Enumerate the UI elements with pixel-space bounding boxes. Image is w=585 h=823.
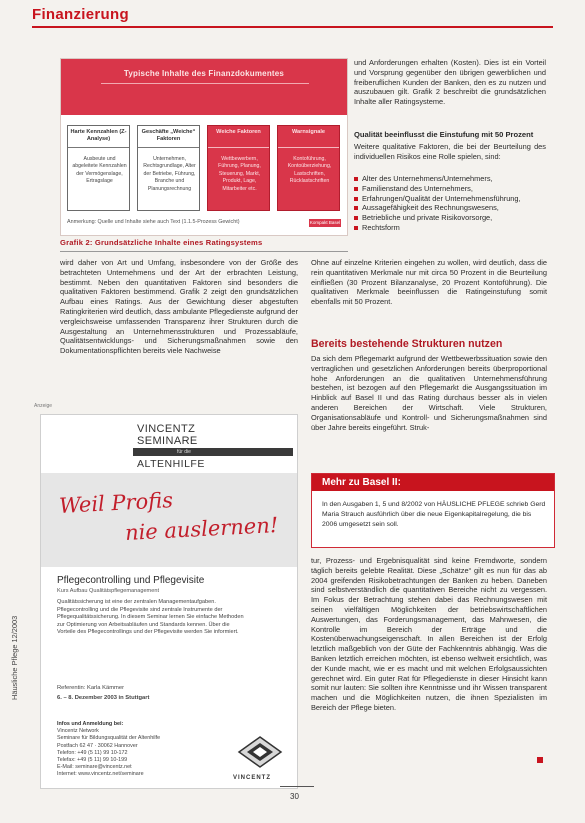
figure-box-hard-facts [67,125,130,211]
figure-badge: Kompakt Basel [309,220,341,225]
list-item: Betriebliche und private Risikovorsorge, [354,213,546,223]
quality-heading: Qualität beeinflusst die Einstufung mit 50 Prozent [354,130,534,139]
ad-slogan-line-2: nie auslernen! [124,513,279,545]
section-title: Finanzierung [32,6,129,23]
list-item: Erfahrungen/Qualität der Unternehmensführung, [354,194,546,204]
ad-referent: Referentin: Karla Kämmer [57,685,125,691]
ad-contact-line: Telefax: +49 (5 11) 99 10-199 [57,757,128,764]
figure-box-warning-signs [277,125,340,211]
section-subheading: Bereits bestehende Strukturen nutzen [311,338,503,350]
vincentz-logo-icon [237,735,283,769]
figure-box-soft-facts-general [137,125,200,211]
figure-box-body: Kontoführung, Kontoüberziehung, Lastschriften, Rücklastschriften [287,156,332,185]
ad-brand-line-3: ALTENHILFE [137,458,205,470]
figure-box-body: Unternehmen, Rechtsgrundlage, Alter der Betriebe, Führung, Branche und Planungsrechnung [143,156,196,192]
ad-headline: Pflegecontrolling und Pflegevisite [57,575,205,586]
ad-brand-line-2: SEMINARE [137,435,198,447]
figure-box-soft-facts [207,125,270,211]
figure-box-title: Warnsignale [278,126,339,148]
right-column-mid-text: Ohne auf einzelne Kriterien eingehen zu wollen, wird deutlich, dass die rein quantitativen Merkmale nur mit circa 50 Prozent in die Beurteilung einfließen (30 Prozent Bilanzanalyse, 20 Prozent Kontoführung). Die qualitativen Merkmale beeinflussen die Ratingeinstufung somit ebenfalls mit 50 Prozent. [311,258,547,307]
right-column-end-text: tur, Prozess- und Ergebnisqualität sind keine Fremdworte, sondern täglich bereits gelebte Realität. Diese „Schätze“ gilt es nun für das ab 2004 greifenden Risikobetrachtungen der Banken zu heben. Daneben sind selbstverständlich die quantitativen Bereiche nicht zu vergessen. Im Fokus der Betrachtung stehen dabei das Rechnungswesen mit seinen vielfältigen Möglichkeiten der betriebswirtschaftlichen Auswertungen, das Forderungsmanagement, das Mahnwesen, die Kontrolle im Bereich der Erträge und die Kostenüberwachungseigenschaft. In allen Bereichen ist der Erfolg letztlich maßgeblich von der Güte der Fachkenntnis abhängig. Was die Banken letztlich erreichen möchten, ist ebenso weltweit ersichtlich, was der Kunde macht, wie er es macht und mit welchen Erfolgsaussichten gerechnet wird. Ein guter Rat für Pflegedienste in dieser Hinsicht kann somit nur lauten: Sie sollten ihre Kenntnisse und ihr Wissen transparent machen und die Möglichkeiten nutzen, die ihnen Spezialisten im Bereich der Pflege bieten. [311,556,547,712]
ad-brand-area [41,415,297,473]
footer-rule [280,786,314,787]
ad-brand-line-1: VINCENTZ [137,423,196,435]
caption-rule [60,251,348,252]
ad-brand-bar-text: für die [177,449,191,455]
quality-text: Weitere qualitative Faktoren, die bei der Beurteilung des individuellen Risikos eine Rolle spielen, sind: [354,142,546,161]
ad-contact-heading: Infos und Anmeldung bei: [57,721,124,727]
right-column-low-text: Da sich dem Pflegemarkt aufgrund der Wettbewerbssituation sowie den vertraglichen und gesetzlichen Anforderungen bereits überproportional hohe Anforderungen an die qualitativen Unternehmensführung bestehen, ist bezogen auf den Pflegemarkt die Ausgangssituation im Hinblick auf Basel II und das Rating durchaus besser als in vielen anderen Bereichen der Wirtschaft. Viele Strukturen, Organisationsabläufe und Kontroll- und Sicherungsmaßnahmen sind über Jahre bereits eingeführt. Struk- [311,354,547,432]
figure-box-title: Geschäfte „Weiche“ Faktoren [138,126,199,148]
info-box-text: In den Ausgaben 1, 5 und 8/2002 von HÄUSLICHE PFLEGE schrieb Gerd Maria Strauch ausführlich über die neue Eigenkapitalregelung, die bis 2006 umgesetzt sein soll. [322,501,546,528]
figure-box-body: Ausbeute und abgeleitete Kennzahlen der Vermögenslage, Ertragslage [72,156,127,185]
ad-contact-line: Seminare für Bildungsqualität der Altenhilfe [57,735,161,742]
header-rule [32,26,553,28]
ad-contact-line: Telefon: +49 (5 11) 99 10-172 [57,749,128,756]
ad-contact-line: Postfach 62 47 · 30062 Hannover [57,742,138,749]
list-item: Alter des Unternehmens/Unternehmers, [354,174,546,184]
figure-box-body: Wettbewerbern, Führung, Planung, Steuerung, Markt, Produkt, Lage, Mitarbeiter etc. [218,156,261,192]
left-column-text: wird daher von Art und Umfang, insbesondere von der Größe des betrachteten Unternehmens und der Art der erbrachten Leistung, bestimmt. Neben den quantitativen Faktoren sind besonders die qualitativen Faktoren bestimmend. Grafik 2 zeigt den grundsätzlichen Aufbau eines Ratings. Aus der Gewichtung dieser abgestuften Ratingkriterien wird deutlich, dass ambulante Pflegedienste aufgrund der vergleichsweise umfassenden Transparenz ihrer Strukturen durch die Ausgestaltung an Unternehmensstrukturen und Prozessabläufe, Qualitätsentwicklungs- und Sicherungsmaßnahmen sowie den Dokumentationspflichten bereits viele Nachweise [60,258,298,356]
list-item: Rechtsform [354,223,546,233]
right-column-top-text: und Anforderungen erhalten (Kosten). Dies ist ein Vorteil und Vorsprung gegenüber den übrigen gewerblichen und freiberuflichen Kunden der Banken, den es zu nutzen und auszubauen gilt. Grafik 2 beschreibt die grundsätzlichen Inhalte aller Ratingsysteme. [354,58,546,107]
seminar-advertisement[interactable] [40,414,298,789]
figure-box-title: Weiche Faktoren [208,126,269,148]
ad-date: 6. – 8. Dezember 2003 in Stuttgart [57,695,150,701]
ad-brand-bar [133,448,293,456]
header-bar [0,0,585,30]
info-box-header [312,474,554,491]
ad-contact-line[interactable]: E-Mail: seminare@vincentz.net [57,764,132,771]
ad-body-text: Qualitätssicherung ist eine der zentralen Managementaufgaben. Pflegecontrolling und die Pflegevisite sind zentrale Instrumente der Pflegequalitätssicherung. In diesem Seminar lernen Sie einfache Methoden zur Optimierung von Arbeitsabläufen und Standards kennen. Über die Vorteile des Pflegecontrollings und der Pflegevisite werden Sie informiert. [57,599,244,636]
figure-title-rule [101,83,309,84]
ad-subline: Kurs Aufbau Qualitätspflegemanagement [57,588,159,594]
list-item: Familienstand des Unternehmers, [354,184,546,194]
info-box-title: Mehr zu Basel II: [322,477,401,488]
qualitative-factors-list [354,174,546,233]
list-item: Aussagefähigkeit des Rechnungswesens, [354,203,546,213]
ad-label: Anzeige [34,403,53,409]
figure-title: Typische Inhalte des Finanzdokumentes [123,69,285,78]
ad-logo-text: VINCENTZ [233,775,271,781]
journal-issue-label: Häusliche Pflege 12/2003 [10,615,19,700]
figure-header [61,59,347,115]
figure-caption: Grafik 2: Grundsätzliche Inhalte eines Ratingsystems [60,238,263,247]
ad-contact-line: Vincentz Network [57,728,99,735]
article-end-mark [537,757,543,763]
figure-footnote: Anmerkung: Quelle und Inhalte siehe auch Text (1.1.5-Prozess Gewicht) [67,219,240,225]
figure-rating-contents [60,58,348,236]
ad-contact-block [57,721,187,779]
ad-slogan-line-1: Weil Profis [58,488,174,518]
page-number: 30 [290,792,299,801]
ad-contact-line[interactable]: Internet: www.vincentz.net/seminare [57,771,144,778]
info-box-basel [311,473,555,548]
figure-box-title: Harte Kennzahlen (Z-Analyse) [68,126,129,148]
